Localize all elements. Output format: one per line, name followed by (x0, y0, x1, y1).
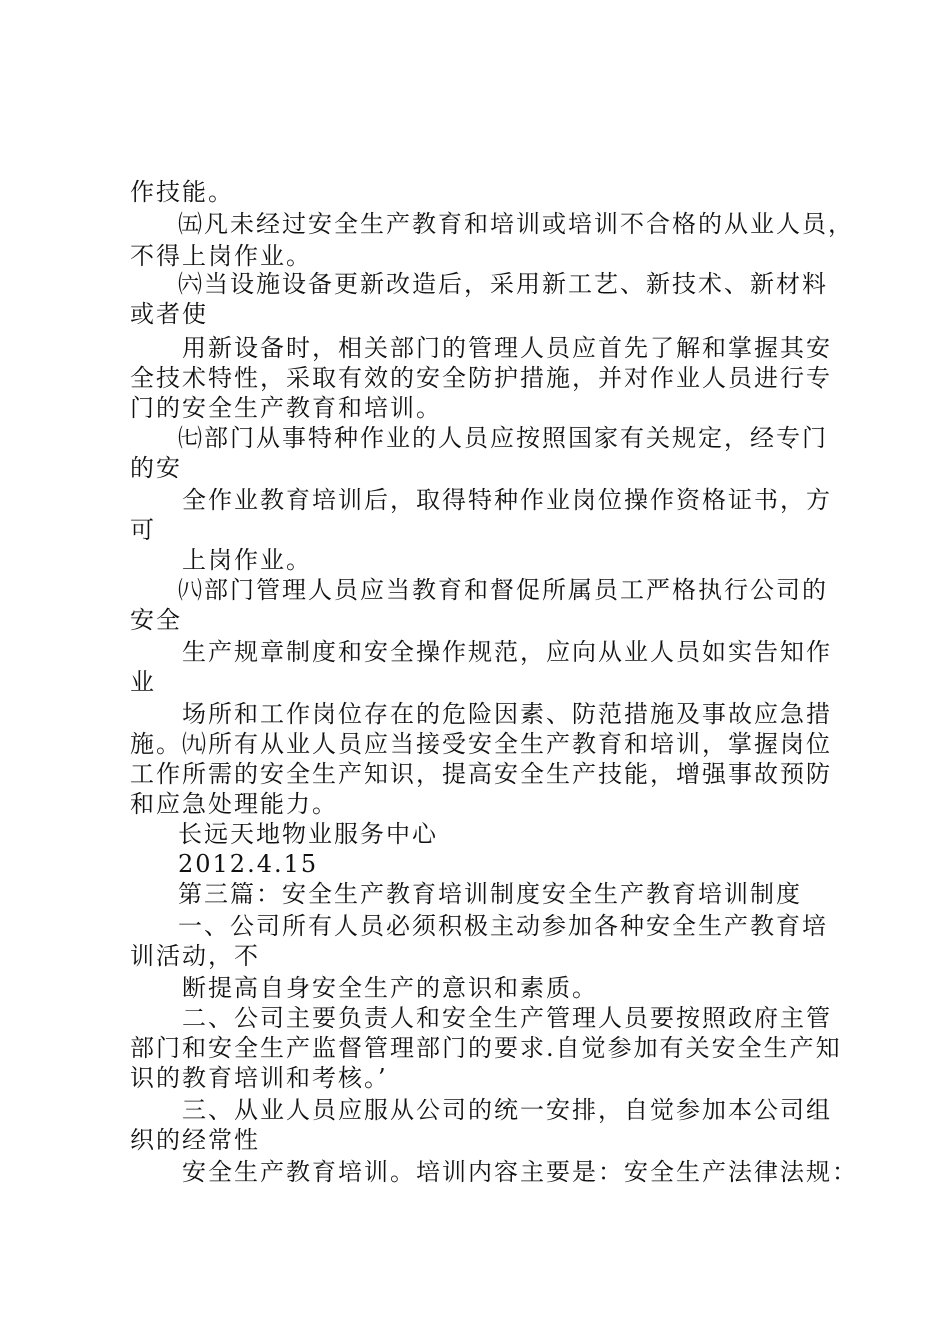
text-line: 训活动，不 (130, 942, 260, 970)
text-line: 断提高自身安全生产的意识和素质。 (182, 974, 598, 1002)
text-line: 的安 (130, 454, 182, 482)
text-line: 工作所需的安全生产知识，提高安全生产技能，增强事故预防 (130, 760, 832, 788)
organization-name: 长远天地物业服务中心 (178, 820, 438, 848)
text-line: ㈥当设施设备更新改造后，采用新工艺、新技术、新材料 (178, 270, 828, 298)
text-line: 可 (130, 516, 156, 544)
text-line: 生产规章制度和安全操作规范，应向从业人员如实告知作 (182, 638, 832, 666)
text-line: 部门和安全生产监督管理部门的要求.自觉参加有关安全生产知 (130, 1034, 842, 1062)
text-line: 识的教育培训和考核。’ (130, 1064, 388, 1092)
text-line: 全技术特性，采取有效的安全防护措施，并对作业人员进行专 (130, 364, 832, 392)
text-line: ㈧部门管理人员应当教育和督促所属员工严格执行公司的 (178, 576, 828, 604)
text-line: 一、公司所有人员必须积极主动参加各种安全生产教育培 (178, 912, 828, 940)
text-line: 不得上岗作业。 (130, 242, 312, 270)
text-line: 织的经常性 (130, 1126, 260, 1154)
text-line: 施。㈨所有从业人员应当接受安全生产教育和培训，掌握岗位 (130, 730, 832, 758)
text-line: 安全生产教育培训。培训内容主要是：安全生产法律法规： (182, 1158, 858, 1186)
text-line: 二、公司主要负责人和安全生产管理人员要按照政府主管 (182, 1004, 832, 1032)
text-line: ㈤凡未经过安全生产教育和培训或培训不合格的从业人员， (178, 210, 854, 238)
document-date: 2012.4.15 (178, 850, 319, 878)
text-line: 场所和工作岗位存在的危险因素、防范措施及事故应急措 (182, 700, 832, 728)
text-line: 或者使 (130, 300, 208, 328)
text-line: 作技能。 (130, 178, 234, 206)
text-line: 上岗作业。 (182, 546, 312, 574)
text-line: 用新设备时，相关部门的管理人员应首先了解和掌握其安 (182, 334, 832, 362)
text-line: 安全 (130, 606, 182, 634)
text-line: 全作业教育培训后，取得特种作业岗位操作资格证书，方 (182, 486, 832, 514)
section-heading: 第三篇：安全生产教育培训制度安全生产教育培训制度 (178, 880, 802, 908)
text-line: ㈦部门从事特种作业的人员应按照国家有关规定，经专门 (178, 424, 828, 452)
text-line: 业 (130, 668, 156, 696)
text-line: 三、从业人员应服从公司的统一安排，自觉参加本公司组 (182, 1096, 832, 1124)
text-line: 和应急处理能力。 (130, 790, 338, 818)
text-line: 门的安全生产教育和培训。 (130, 394, 442, 422)
